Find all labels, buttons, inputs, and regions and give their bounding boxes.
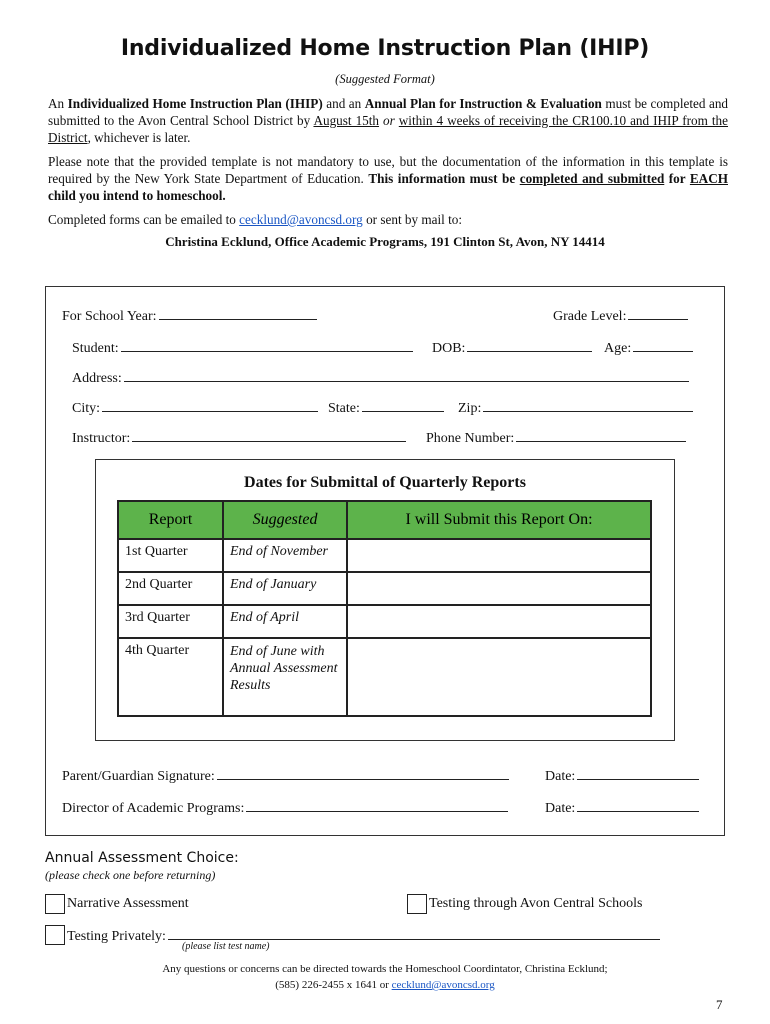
intro-paragraph-submission: Completed forms can be emailed to cecklund@avoncsd.org or sent by mail to:	[48, 212, 463, 227]
testing-privately-field[interactable]: Testing Privately:	[67, 927, 660, 945]
director-date-field[interactable]: Date:	[545, 799, 699, 817]
column-header-report: Report	[118, 501, 223, 539]
page-title: Individualized Home Instruction Plan (IHIP)	[120, 36, 650, 61]
email-link[interactable]: cecklund@avoncsd.org	[239, 212, 363, 227]
testing-avon-label: Testing through Avon Central Schools	[429, 896, 643, 911]
phone-number-field[interactable]: Phone Number:	[426, 429, 686, 447]
student-field[interactable]: Student:	[72, 339, 413, 357]
quarterly-reports-table	[117, 500, 652, 717]
submit-date-cell[interactable]	[347, 605, 651, 638]
director-signature-field[interactable]: Director of Academic Programs:	[62, 799, 508, 817]
column-header-suggested: Suggested	[223, 501, 347, 539]
testing-privately-checkbox[interactable]	[45, 925, 65, 945]
narrative-assessment-label: Narrative Assessment	[67, 896, 189, 911]
assessment-heading: Annual Assessment Choice:	[45, 850, 239, 866]
report-cell: 4th Quarter	[118, 638, 223, 716]
table-header-row	[118, 501, 651, 539]
parent-date-field[interactable]: Date:	[545, 767, 699, 785]
report-cell: 1st Quarter	[118, 539, 223, 572]
school-year-field[interactable]: For School Year:	[62, 307, 317, 325]
report-cell: 2nd Quarter	[118, 572, 223, 605]
intro-paragraph-deadline: An Individualized Home Instruction Plan (IHIP) and an Annual Plan for Instruction & Evaluation must be completed and submitted to the Avon Central School District by August 15th or within 4 weeks of receiving the CR100.10 and IHIP from the District, whichever is later.	[48, 96, 729, 145]
address-field[interactable]: Address:	[72, 369, 689, 387]
city-field[interactable]: City:	[72, 399, 318, 417]
mailing-address: Christina Ecklund, Office Academic Programs, 191 Clinton St, Avon, NY 14414	[165, 234, 605, 249]
table-row	[118, 605, 651, 638]
table-row	[118, 572, 651, 605]
testing-avon-checkbox[interactable]	[407, 894, 427, 914]
suggested-cell: End of April	[223, 605, 347, 638]
footer-phone-line: (585) 226-2455 x 1641 or cecklund@avoncsd.org	[275, 979, 495, 991]
suggested-cell: End of November	[223, 539, 347, 572]
dob-field[interactable]: DOB:	[432, 339, 592, 357]
list-test-hint: (please list test name)	[182, 941, 270, 952]
table-row	[118, 539, 651, 572]
page-number: 7	[716, 997, 723, 1012]
report-cell: 3rd Quarter	[118, 605, 223, 638]
page-subtitle: (Suggested Format)	[335, 72, 435, 86]
table-row	[118, 638, 651, 716]
footer-email-link[interactable]: cecklund@avoncsd.org	[391, 979, 495, 991]
footer-contact-line: Any questions or concerns can be directed towards the Homeschool Coordintator, Christina Ecklund;	[162, 963, 608, 975]
narrative-assessment-checkbox[interactable]	[45, 894, 65, 914]
quarterly-reports-title: Dates for Submittal of Quarterly Reports	[244, 474, 526, 491]
instructor-field[interactable]: Instructor:	[72, 429, 406, 447]
grade-level-field[interactable]: Grade Level:	[553, 307, 688, 325]
column-header-submit-on: I will Submit this Report On:	[347, 501, 651, 539]
suggested-cell: End of January	[223, 572, 347, 605]
zip-field[interactable]: Zip:	[458, 399, 693, 417]
submit-date-cell[interactable]	[347, 539, 651, 572]
submit-date-cell[interactable]	[347, 572, 651, 605]
suggested-cell: End of June with Annual Assessment Results	[223, 638, 347, 716]
assessment-subheading: (please check one before returning)	[45, 868, 216, 882]
age-field[interactable]: Age:	[604, 339, 693, 357]
parent-signature-field[interactable]: Parent/Guardian Signature:	[62, 767, 509, 785]
submit-date-cell[interactable]	[347, 638, 651, 716]
state-field[interactable]: State:	[328, 399, 444, 417]
intro-paragraph-template-note: Please note that the provided template is not mandatory to use, but the documentation of the information in this template is required by the New York State Department of Education. This information must be completed and submitted for EACH child you intend to homeschool.	[48, 154, 728, 203]
